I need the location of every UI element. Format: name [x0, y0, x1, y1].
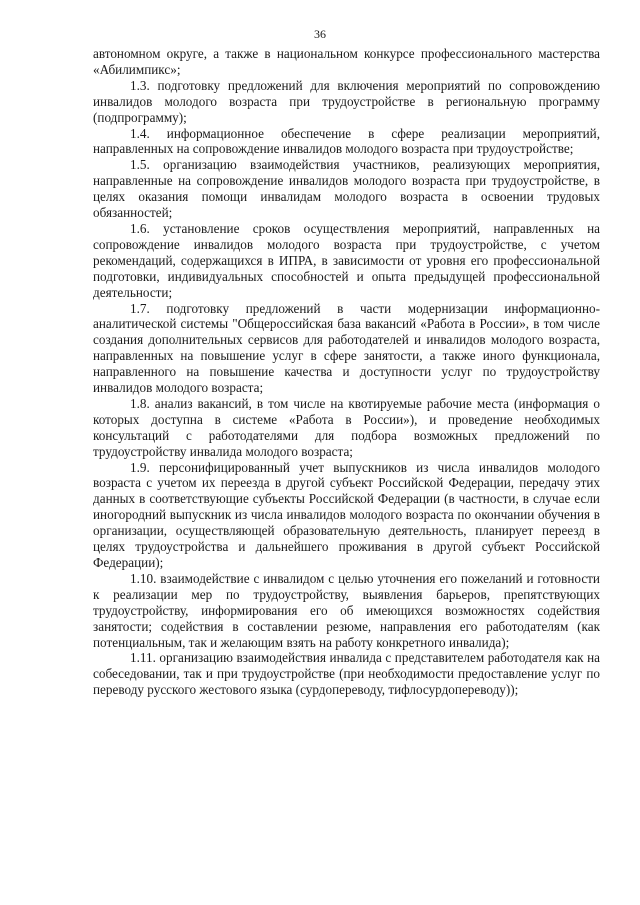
paragraph-1-3: 1.3. подготовку предложений для включения мероприятий по сопровождению инвалидов молодого возраста при трудоустройстве в региональную программу (подпрограмму); — [93, 77, 600, 125]
paragraph-1-11: 1.11. организацию взаимодействия инвалида с представителем работодателя как на собеседовании, так и при трудоустройстве (при необходимости предоставление услуг по переводу русского жестового языка (сурдопереводу, тифлосурдопереводу)); — [93, 650, 600, 698]
paragraph-1-8: 1.8. анализ вакансий, в том числе на квотируемые рабочие места (информация о которых доступна в системе «Работа в России»), и проведение необходимых консультаций с работодателями для подбора возможных предложений по трудоустройству инвалида молодого возраста; — [93, 395, 600, 459]
paragraph-1-9: 1.9. персонифицированный учет выпускников из числа инвалидов молодого возраста с учетом их переезда в другой субъект Российской Федерации, передачу этих данных в соответствующие субъекты Российской Федерации (в частности, в случае если иногородний выпускник из числа инвалидов молодого возраста по окончании обучения в организации, осуществляющей образовательную деятельность, планирует переезд в целях трудоустройства и дальнейшего проживания в другой субъект Российской Федерации); — [93, 459, 600, 570]
paragraph-1-5: 1.5. организацию взаимодействия участников, реализующих мероприятия, направленные на сопровождение инвалидов молодого возраста при трудоустройстве, в целях оказания помощи инвалидам молодого возраста в освоении трудовых обязанностей; — [93, 157, 600, 221]
paragraph-continuation: автономном округе, а также в национальном конкурсе профессионального мастерства «Абилимпикс»; — [93, 46, 600, 77]
paragraph-1-6: 1.6. установление сроков осуществления мероприятий, направленных на сопровождение инвалидов молодого возраста при трудоустройстве, с учетом рекомендаций, содержащихся в ИПРА, в зависимости от уровня его профессиональной подготовки, индивидуальных способностей и опыта предыдущей профессиональной деятельности; — [93, 220, 600, 300]
paragraph-1-4: 1.4. информационное обеспечение в сфере реализации мероприятий, направленных на сопровождение инвалидов молодого возраста при трудоустройстве; — [93, 125, 600, 157]
paragraph-1-7: 1.7. подготовку предложений в части модернизации информационно-аналитической системы "Общероссийская база вакансий «Работа в России», в том числе создания дополнительных сервисов для работодателей и инвалидов молодого возраста, направленных на повышение услуг в сфере занятости, а также иного функционала, направленного на повышение качества и доступности услуг по трудоустройству инвалидов молодого возраста; — [93, 300, 600, 396]
paragraph-1-10: 1.10. взаимодействие с инвалидом с целью уточнения его пожеланий и готовности к реализации мер по трудоустройству, выявления барьеров, препятствующих трудоустройству, информирования его об имеющихся возможностях содействия занятости; содействия в составлении резюме, направления его работодателям (как потенциальным, так и желающим взять на работу конкретного инвалида); — [93, 570, 600, 650]
document-body — [93, 46, 600, 698]
page-number: 36 — [314, 27, 326, 41]
